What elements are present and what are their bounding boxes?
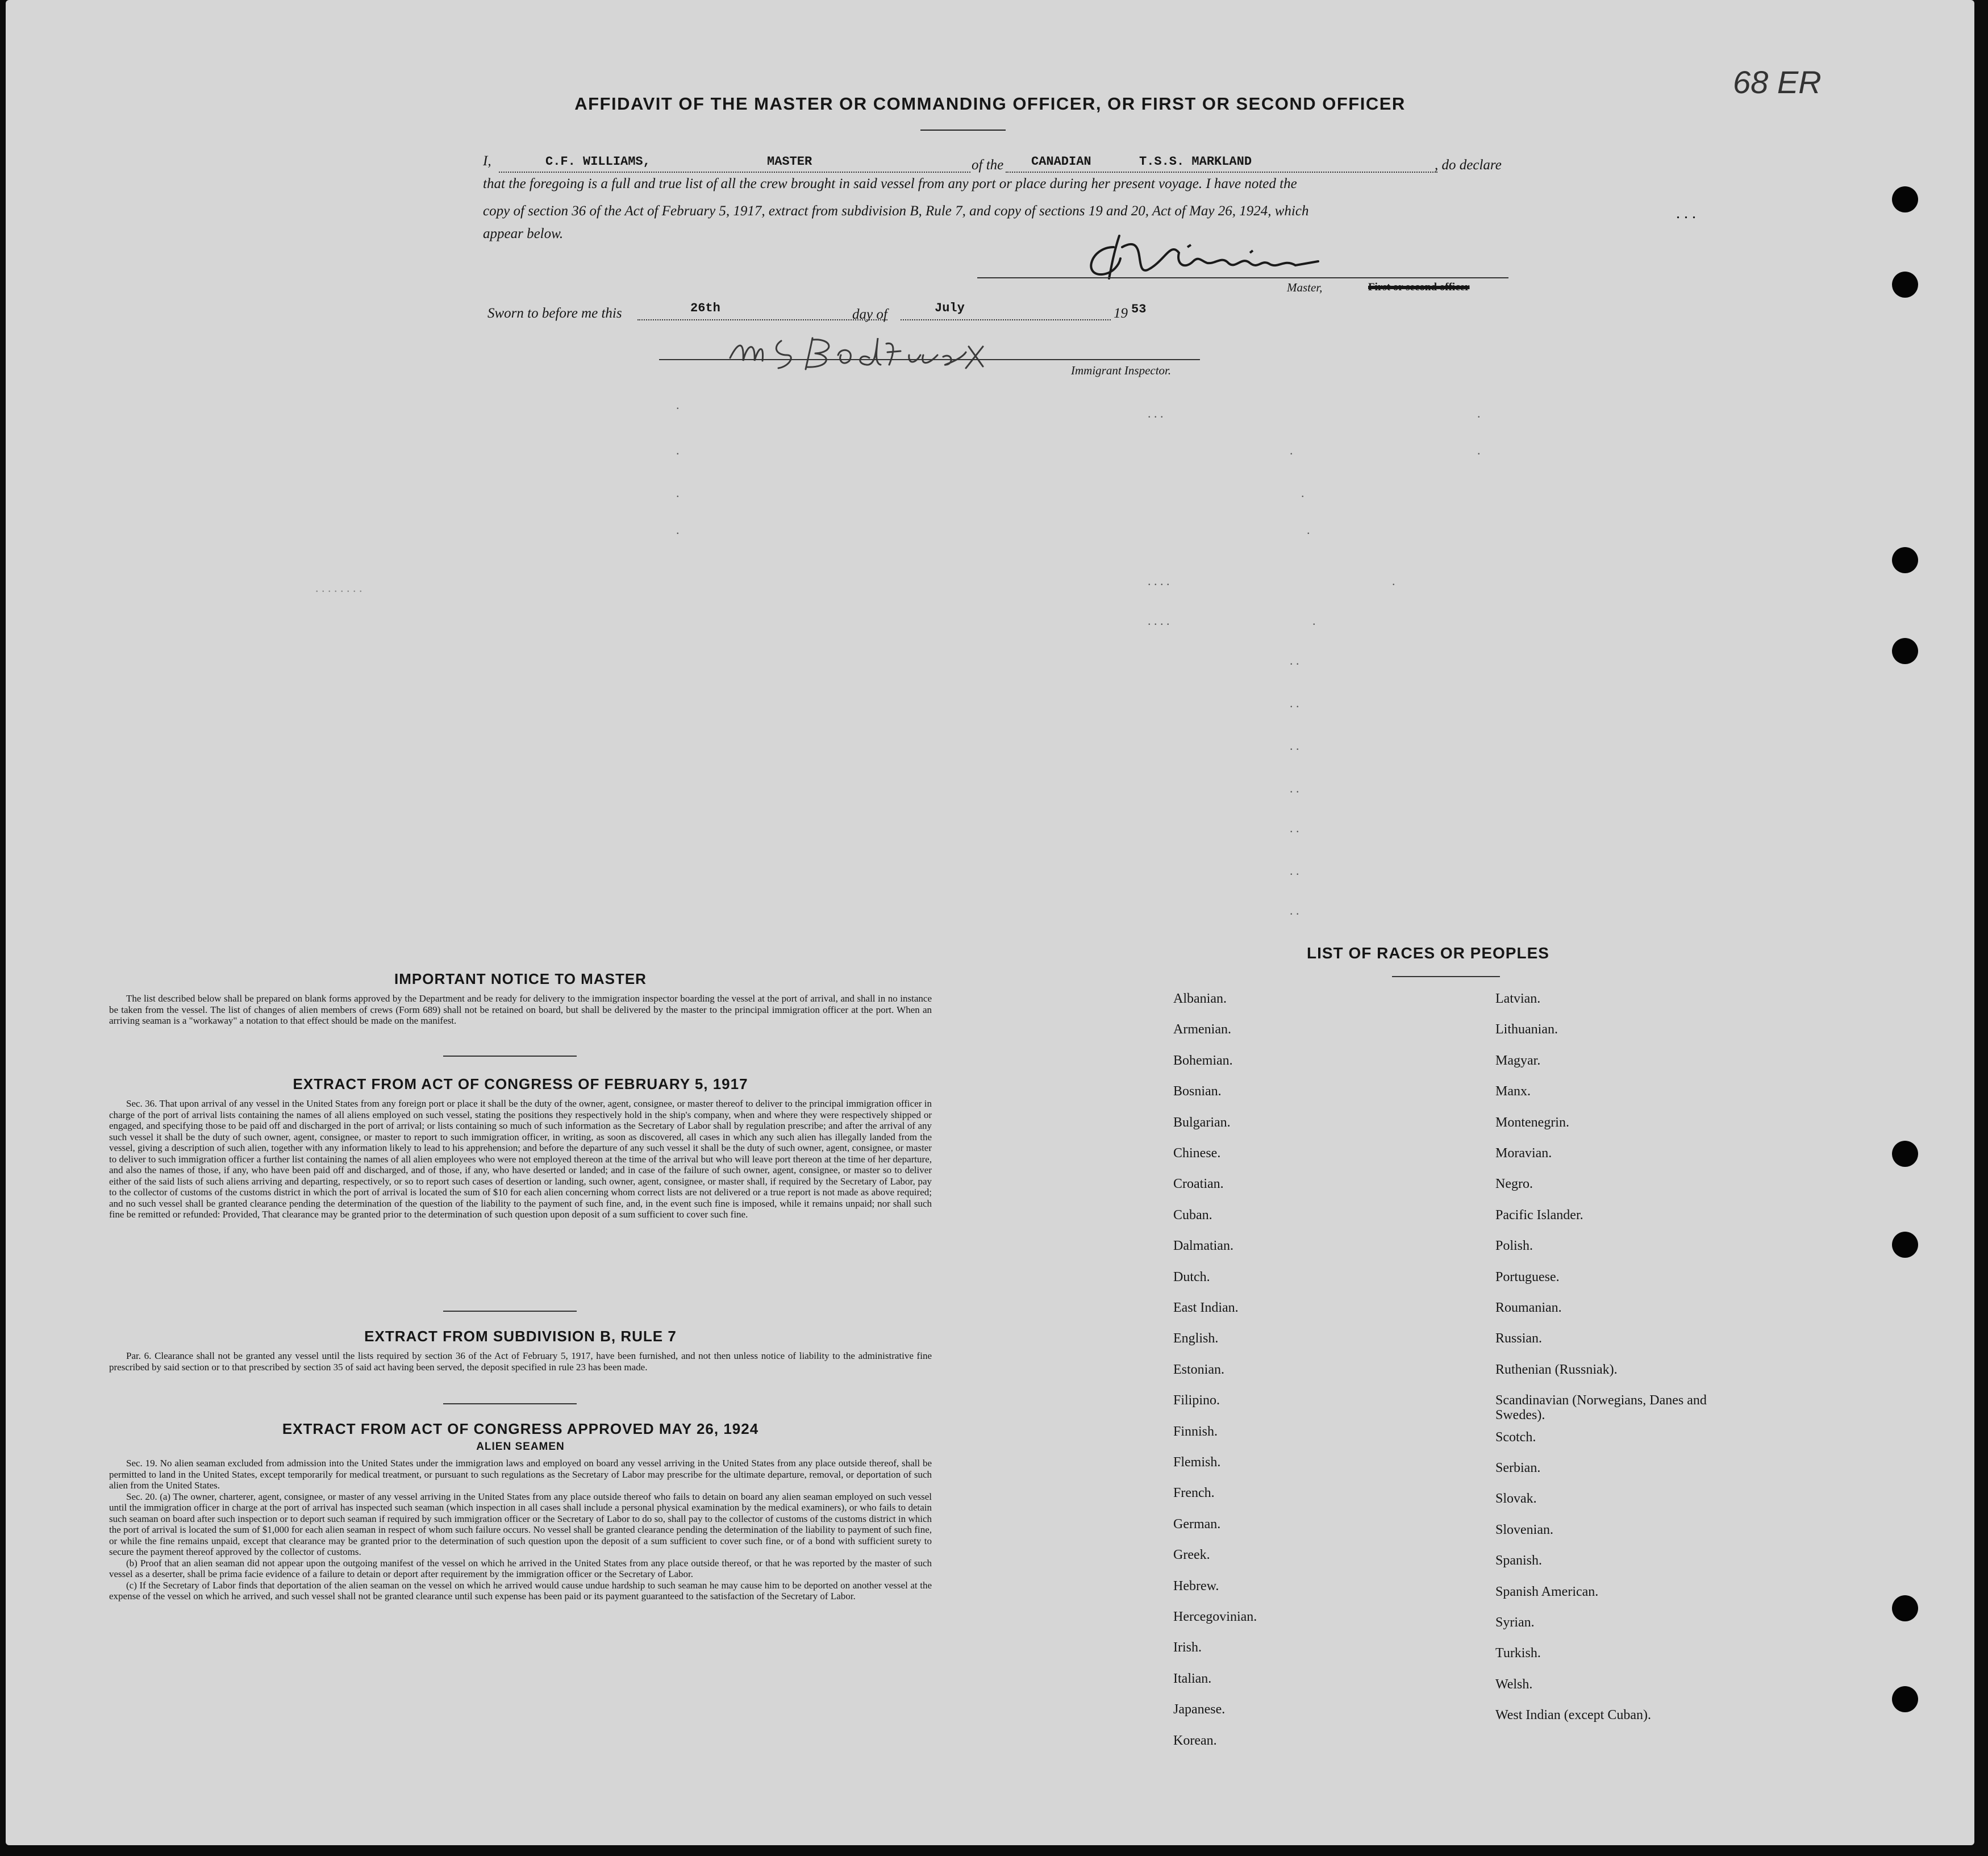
race-item: Lithuanian.: [1495, 1022, 1558, 1037]
race-item: Dutch.: [1173, 1269, 1210, 1284]
bleed-mark: . . .: [1148, 406, 1164, 420]
sworn-month-line: [901, 319, 1111, 320]
rule-7-title: EXTRACT FROM SUBDIVISION B, RULE 7: [364, 1328, 677, 1345]
extract-1924-text: [109, 1458, 932, 1602]
inspector-signature: [727, 330, 1057, 378]
race-item: Manx.: [1495, 1084, 1531, 1099]
race-item: Flemish.: [1173, 1455, 1221, 1470]
race-item: Finnish.: [1173, 1424, 1218, 1439]
punch-hole: [1892, 638, 1918, 664]
affidavit-body-3: appear below.: [483, 226, 564, 241]
race-item: Latvian.: [1495, 991, 1541, 1006]
race-item: Syrian.: [1495, 1615, 1535, 1630]
race-item: Italian.: [1173, 1671, 1212, 1686]
race-item: Slovenian.: [1495, 1522, 1553, 1537]
master-label: Master,: [1287, 281, 1323, 294]
master-signature-line: [977, 277, 1508, 278]
bleed-mark: . . . . . . . .: [315, 581, 362, 595]
race-item: West Indian (except Cuban).: [1495, 1708, 1651, 1723]
punch-hole: [1892, 272, 1918, 298]
bleed-mark: . .: [1290, 781, 1299, 795]
bleed-mark: . .: [1290, 864, 1299, 878]
year-prefix: 19: [1114, 306, 1128, 321]
race-item: Spanish American.: [1495, 1584, 1599, 1599]
bleed-mark: . .: [1290, 821, 1299, 835]
bleed-mark: .: [1477, 443, 1481, 457]
bleed-mark: .: [1312, 614, 1316, 628]
punch-hole: [1892, 1232, 1918, 1258]
race-item: Bulgarian.: [1173, 1115, 1231, 1130]
affidavit-title: AFFIDAVIT OF THE MASTER OR COMMANDING OFFICER, OR FIRST OR SECOND OFFICER: [574, 94, 1406, 114]
bleed-mark: .: [1392, 574, 1395, 588]
race-item: Magyar.: [1495, 1053, 1541, 1068]
punch-hole: [1892, 1595, 1918, 1621]
bleed-mark: .: [676, 398, 680, 412]
sworn-day-line: [637, 319, 887, 320]
race-item: Japanese.: [1173, 1702, 1226, 1717]
affidavit-body-2: copy of section 36 of the Act of February 5, 1917, extract from subdivision B, Rule 7, and copy of sections 19 and 20, Act of May 26, 1924, which: [483, 203, 1309, 219]
inspector-label: Immigrant Inspector.: [1071, 364, 1172, 377]
race-item: Korean.: [1173, 1733, 1217, 1748]
race-item: Greek.: [1173, 1548, 1210, 1563]
race-item: Spanish.: [1495, 1553, 1543, 1569]
race-item: Portuguese.: [1495, 1269, 1560, 1284]
race-item: German.: [1173, 1516, 1221, 1532]
race-item: Hercegovinian.: [1173, 1609, 1257, 1624]
race-item: French.: [1173, 1486, 1215, 1501]
race-item: Welsh.: [1495, 1676, 1533, 1692]
race-item: Bosnian.: [1173, 1084, 1222, 1099]
extract-1924-title: EXTRACT FROM ACT OF CONGRESS APPROVED MAY 26, 1924: [282, 1420, 759, 1437]
sec-20c-text: (c) If the Secretary of Labor finds that deportation of the alien seaman on the vessel on which he arrived would cause undue hardship to such seaman he may cause him to be deported on another vessel at the expense of the vessel on which he arrived, and such vessel shall not be granted clearance until such expense has been paid or its payment guaranteed to the satisfaction of the Secretary of Labor.: [109, 1579, 932, 1601]
bleed-mark: . .: [1290, 903, 1299, 917]
race-item: Montenegrin.: [1495, 1115, 1569, 1130]
race-item: Cuban.: [1173, 1207, 1212, 1223]
race-item: Bohemian.: [1173, 1053, 1233, 1068]
master-rank: MASTER: [767, 155, 812, 169]
margin-dots: . . .: [1676, 205, 1696, 222]
race-item: Russian.: [1495, 1331, 1543, 1346]
bleed-mark: . .: [1290, 739, 1299, 753]
race-item: Polish.: [1495, 1238, 1533, 1254]
notice-text: The list described below shall be prepared on blank forms approved by the Department and be ready for delivery to the immigration inspector boarding the vessel at the port of arrival, and shall in no instance be taken from the vessel. The list of changes of alien members of crews (Form 689) shall not be retained on board, but shall be delivered by the master to the principal immigration officer at the port. When an arriving seaman is a "workaway" a notation to that effect should be made on the manifest.: [109, 993, 932, 1026]
race-item: Moravian.: [1495, 1146, 1552, 1161]
sworn-label: Sworn to before me this: [487, 306, 622, 321]
section-rule: [443, 1311, 577, 1312]
race-item: Croatian.: [1173, 1177, 1224, 1192]
vessel-nationality: CANADIAN: [1031, 155, 1091, 169]
i-label: I,: [483, 153, 491, 169]
bleed-mark: .: [1307, 523, 1310, 537]
year-suffix: 53: [1131, 302, 1147, 316]
race-item: Estonian.: [1173, 1362, 1224, 1377]
punch-hole: [1892, 547, 1918, 573]
race-item: Serbian.: [1495, 1461, 1541, 1475]
race-item: Pacific Islander.: [1495, 1207, 1583, 1223]
bleed-mark: .: [1290, 443, 1293, 457]
title-rule: [920, 130, 1006, 131]
sec-19-text: Sec. 19. No alien seaman excluded from admission into the United States under the immigration laws and employed on board any vessel arriving in the United States from any place outside thereof, shall be permitted to land in the United States, except temporarily for medical treatment, or pursuant to such regulations as the Secretary of Labor may prescribe for the ultimate departure, removal, or deportation of such alien from the United States.: [109, 1458, 932, 1491]
races-rule: [1392, 976, 1500, 977]
punch-hole: [1892, 186, 1918, 212]
race-item: Scotch.: [1495, 1429, 1536, 1445]
master-signature: [1080, 230, 1335, 284]
section-rule: [443, 1056, 577, 1057]
bleed-mark: .: [676, 443, 680, 457]
bleed-mark: . . . .: [1148, 614, 1170, 628]
master-name: C.F. WILLIAMS,: [545, 155, 651, 169]
section-rule: [443, 1403, 577, 1404]
bleed-mark: .: [1477, 406, 1481, 420]
punch-hole: [1892, 1141, 1918, 1167]
bleed-mark: . .: [1290, 653, 1299, 668]
vessel-line: [1006, 172, 1437, 173]
rule-7-text: Par. 6. Clearance shall not be granted any vessel until the lists required by section 36 of the Act of February 5, 1917, have been furnished, and not then unless notice of liability to the administrative fine prescribed by said section or to that prescribed by section 35 of said act having been served, the deposit specified in rule 23 has been made.: [109, 1350, 932, 1373]
race-item: Filipino.: [1173, 1393, 1220, 1408]
sworn-day: 26th: [690, 301, 720, 315]
document-sheet: [6, 0, 1974, 1845]
race-item: Dalmatian.: [1173, 1238, 1233, 1254]
race-item: Turkish.: [1495, 1646, 1541, 1661]
punch-hole: [1892, 1686, 1918, 1712]
race-item: Slovak.: [1495, 1491, 1537, 1507]
notice-title: IMPORTANT NOTICE TO MASTER: [394, 970, 647, 987]
sec-20b-text: (b) Proof that an alien seaman did not appear upon the outgoing manifest of the vessel on which he arrived in the United States from any place outside thereof, or that he was reported by the master of such vessel as a deserter, shall be prima facie evidence of a failure to detain or deport after requirement by the immigration officer or the Secretary of Labor.: [109, 1557, 932, 1579]
of-the-label: of the: [972, 157, 1004, 173]
bleed-mark: . . . .: [1148, 574, 1170, 588]
corner-mark: 68 ER: [1733, 64, 1822, 100]
race-item: Scandinavian (Norwegians, Danes and Swedes).: [1495, 1393, 1707, 1423]
vessel-name: T.S.S. MARKLAND: [1139, 155, 1252, 169]
race-item: Ruthenian (Russniak).: [1495, 1362, 1618, 1377]
day-of-label: day of: [852, 307, 887, 322]
affidavit-body-1: that the foregoing is a full and true list of all the crew brought in said vessel from any port or place during her present voyage. I have noted the: [483, 176, 1297, 191]
race-item: Negro.: [1495, 1177, 1533, 1192]
race-item: Chinese.: [1173, 1146, 1221, 1161]
race-item: Irish.: [1173, 1640, 1202, 1655]
bleed-mark: .: [676, 523, 680, 537]
extract-1917-title: EXTRACT FROM ACT OF CONGRESS OF FEBRUARY 5, 1917: [293, 1075, 748, 1092]
do-declare-label: , do declare: [1435, 157, 1502, 173]
race-item: Roumanian.: [1495, 1300, 1562, 1315]
extract-1917-text: Sec. 36. That upon arrival of any vessel in the United States from any foreign port or place it shall be the duty of the owner, agent, consignee, or master thereof to deliver to the principal immigration officer in charge of the port of arrival lists containing the names of all aliens employed on such vessel, stating the positions they respectively hold in the ship's company, when and where they were respectively shipped or engaged, and specifying those to be paid off and discharged in the port of arrival; or lists containing so much of such information as the Secretary of Labor shall by regulation prescribe; and after the arrival of any such vessel it shall be the duty of such owner, agent, consignee, or master to report to such immigration officer, in writing, as soon as discovered, all cases in which any such alien has illegally landed from the vessel, giving a description of such alien, together with any information likely to lead to his apprehension; and before the departure of any such vessel it shall be the duty of such owner, agent, consignee, or master to deliver to such immigration officer a further list containing the names of all alien employees who were not employed thereon at the time of the arrival but who will leave port thereon at the time of her departure, and also the names of those, if any, who have been paid off and discharged, and of those, if any, who have deserted or landed; and in case of the failure of such owner, agent, consignee, or master so to deliver either of the said lists of such aliens arriving and departing, respectively, or so to report such cases of desertion or landing, such owner, agent, consignee, or master shall, if required by the Secretary of Labor, pay to the collector of customs of the customs district in which the port of arrival is located the sum of $10 for each alien concerning whom correct lists are not delivered or a true report is not made as above required; and no such vessel shall be granted clearance pending the determination of the question of the liability to the payment of such fine, and, in the event such fine is imposed, while it remains unpaid; nor shall such fine be remitted or refunded: Provided, That clearance may be granted prior to the determination of such question upon deposit of a sum sufficient to cover such fine.: [109, 1098, 932, 1220]
race-item: Armenian.: [1173, 1022, 1231, 1037]
sworn-month: July: [935, 301, 965, 315]
bleed-mark: . .: [1290, 696, 1299, 710]
race-item: East Indian.: [1173, 1300, 1239, 1315]
sec-20a-text: Sec. 20. (a) The owner, charterer, agent, consignee, or master of any vessel arriving in the United States from any place outside thereof who fails to detain on board any alien seaman employed on such vessel until the immigration officer in charge at the port of arrival has inspected such seaman (which inspection in all cases shall include a personal physical examination by the medical examiners), or who fails to detain such seaman on board after such inspection or to deport such seaman if required by such immigration officer or the Secretary of Labor to do so, shall pay to the collector of customs of the customs district in which the port of arrival is located the sum of $1,000 for each alien seaman in respect of whom such failure occurs. No vessel shall be granted clearance pending the determination of the liability to payment of such fine, or while the fine remains unpaid, except that clearance may be granted prior to the determination of such question upon the deposit of a sum sufficient to cover such fine, or of a bond with sufficient surety to secure the payment thereof approved by the collector of customs.: [109, 1491, 932, 1557]
inspector-signature-line: [659, 359, 1200, 360]
races-title: LIST OF RACES OR PEOPLES: [1307, 944, 1549, 962]
bleed-mark: .: [676, 486, 680, 500]
race-item: English.: [1173, 1331, 1219, 1346]
race-item: Hebrew.: [1173, 1578, 1219, 1594]
bleed-mark: .: [1301, 486, 1305, 500]
name-line: [499, 172, 970, 173]
extract-1924-subtitle: ALIEN SEAMEN: [476, 1441, 565, 1453]
master-struck-title: First or second officer: [1368, 281, 1470, 293]
race-item: Albanian.: [1173, 991, 1227, 1006]
